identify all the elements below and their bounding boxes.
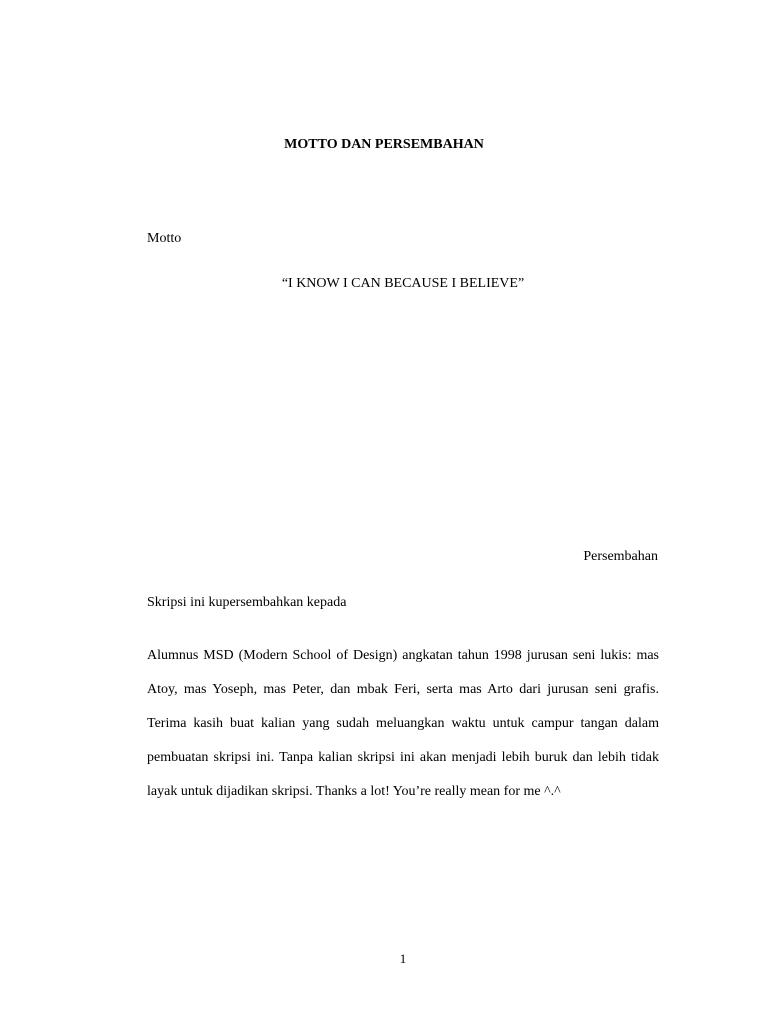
page-number: 1 — [399, 951, 407, 966]
motto-label: Motto — [147, 231, 182, 246]
dedication-paragraph: Alumnus MSD (Modern School of Design) angkatan tahun 1998 jurusan seni lukis: mas Atoy, mas Yoseph, mas Peter, dan mbak Feri, serta mas Arto dari jurusan seni grafis. Terima kasih buat kalian yang sudah meluangkan waktu untuk campur tangan dalam pembuatan skripsi ini. Tanpa kalian skripsi ini akan menjadi lebih buruk dan lebih tidak layak untuk dijadikan skripsi. Thanks a lot! You’re really mean for me ^.^ — [147, 648, 659, 799]
page-title: MOTTO DAN PERSEMBAHAN — [284, 137, 484, 152]
dedication-intro: Skripsi ini kupersembahkan kepada — [147, 595, 347, 610]
dedication-label: Persembahan — [583, 549, 658, 564]
motto-quote: “I KNOW I CAN BECAUSE I BELIEVE” — [281, 276, 525, 291]
